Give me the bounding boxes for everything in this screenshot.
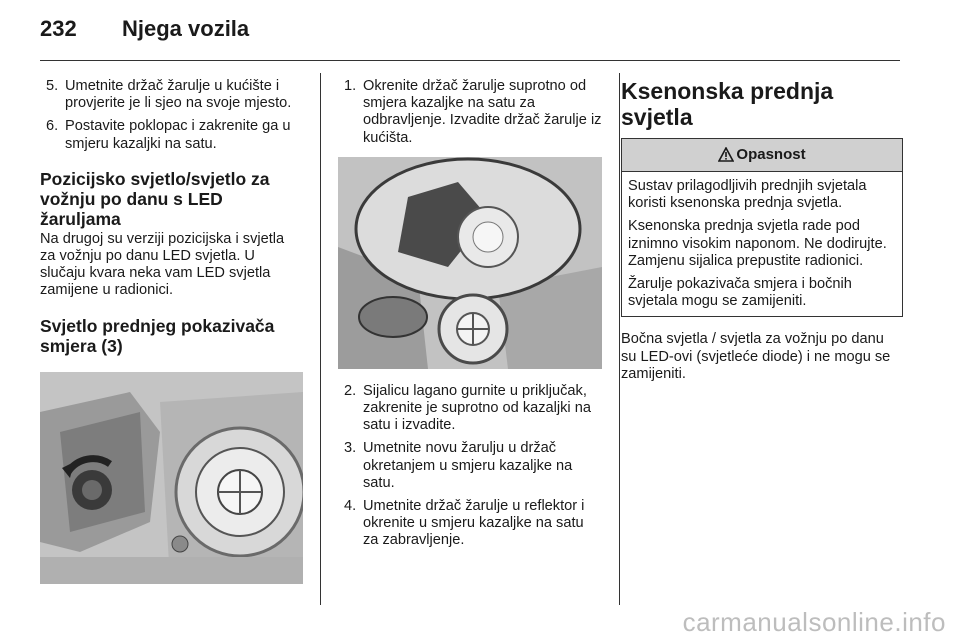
column-2 [338,78,602,556]
step-text: Umetnite novu žarulju u držač okretanjem u smjeru kazaljke na satu. [363,440,573,491]
watermark: carmanualsonline.info [682,607,946,637]
warning-paragraph: Žarulje pokazivača smjera i bočnih svjetala mogu se zamijeniti. [628,276,852,310]
warning-paragraph: Sustav prilagodljivih prednjih svjetala koristi ksenonska prednja svjetla. [628,178,867,212]
step-text: Sijalicu lagano gurnite u priključak, zakrenite je suprotno od kazaljki na satu i izvadite. [363,382,591,434]
column-divider-1 [320,73,321,605]
step-5 [40,78,303,112]
bulb-holder-photo [338,157,602,369]
step-6 [40,118,303,152]
step-number: 3. [344,440,357,457]
indicator-bulb-photo [40,372,303,584]
step-text: Umetnite držač žarulje u kućište i provjerite je li sjeo na svoje mjesto. [65,78,292,112]
warning-triangle-icon [718,142,734,174]
warning-box [621,138,903,317]
warning-body [622,172,902,316]
step-number: 2. [344,382,357,399]
column-3 [621,78,903,383]
column-divider-2 [619,73,620,605]
page-title: Njega vozila [122,16,250,41]
section-heading-indicator: Svjetlo prednjeg pokazivača smjera (3) [40,315,275,356]
step-text: Umetnite držač žarulje u reflektor i okrenite u smjeru kazaljke na satu za zabravljenje. [363,498,585,549]
step-number: 4. [344,498,357,515]
step-number: 1. [344,78,357,94]
step-1 [338,78,602,147]
section-heading-led: Pozicijsko svjetlo/svjetlo za vožnju po danu s LED žaruljama [40,168,270,229]
led-paragraph: Na drugoj su verziji pozicijska i svjetla za vožnju po danu LED svjetla. U slučaju kvara neka vam LED svjetla zamijene u radionici. [40,230,285,299]
step-number: 6. [46,118,59,135]
step-number: 5. [46,78,59,94]
led-note-paragraph: Bočna svjetla / svjetla za vožnju po danu su LED-ovi (svjetleće diode) i ne mogu se zamijeniti. [621,331,891,382]
warning-header [622,139,902,172]
step-2 [338,383,602,435]
page-header [40,14,900,54]
step-text: Okrenite držač žarulje suprotno od smjera kazaljke na satu za odbravljenje. Izvadite držač žarulje iz kućišta. [363,78,602,146]
header-divider [40,60,900,61]
step-4 [338,498,602,550]
page-number: 232 [40,16,77,41]
step-3 [338,440,602,492]
step-text: Postavite poklopac i zakrenite ga u smjeru kazaljki na satu. [65,118,291,152]
warning-title: Opasnost [736,146,806,163]
warning-paragraph: Ksenonska prednja svjetla rade pod iznimno visokim naponom. Ne dodirujte. Zamjenu sijalica prepustite radionici. [628,218,887,269]
section-heading-xenon: Ksenonska prednja svjetla [621,78,834,130]
column-1 [40,78,303,584]
